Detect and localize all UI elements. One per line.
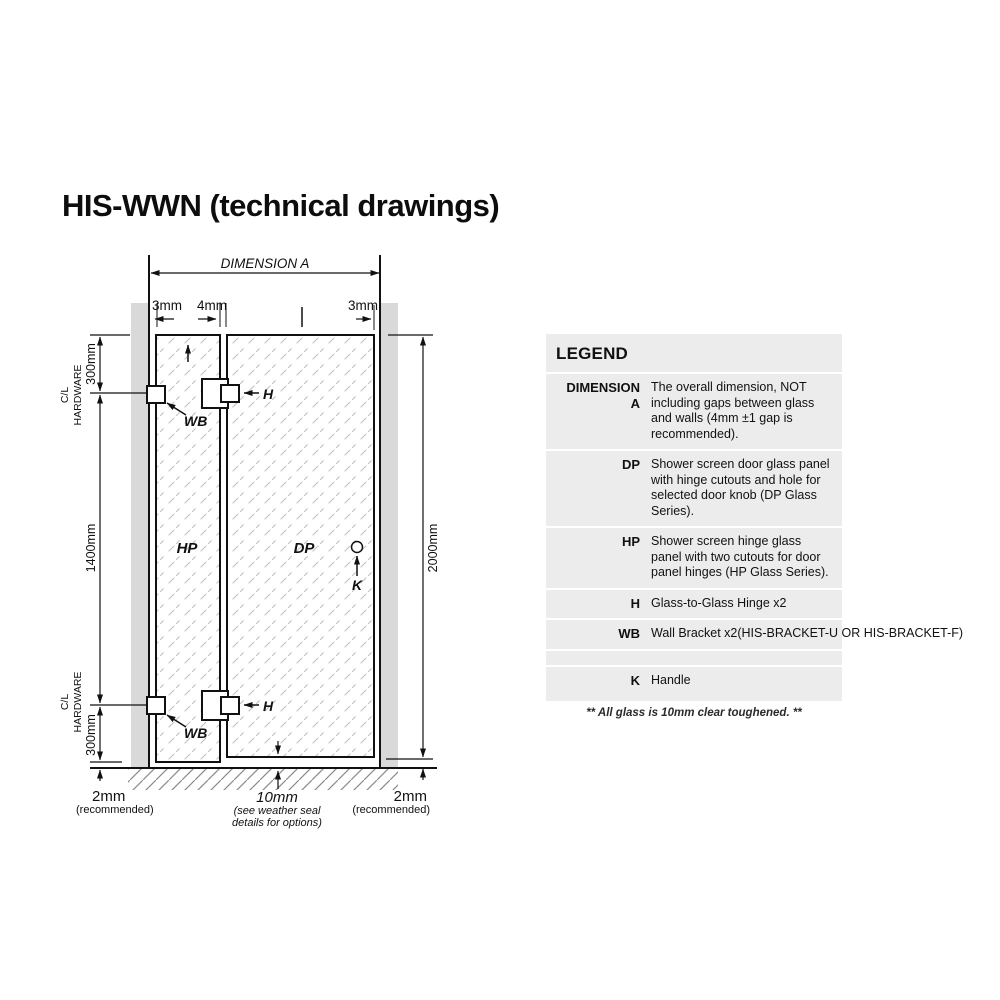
dim-300-bottom-label: 300mm [84, 714, 98, 756]
bottom-mid-mm: 10mm [256, 789, 298, 806]
cl-hardware-bottom-line2: HARDWARE [72, 671, 84, 733]
dim-300-top-label: 300mm [84, 343, 98, 385]
left-wall [131, 255, 149, 767]
legend-key: DP [621, 457, 640, 472]
legend-key: WB [618, 626, 640, 641]
cl-hardware-top-line1: C/L [59, 386, 71, 404]
legend-row-dp [546, 449, 842, 526]
floor [90, 768, 437, 790]
legend-key: K [630, 672, 640, 688]
legend-row-hp [546, 526, 842, 588]
legend-text: Shower screen door glass panel with hinge cutouts and hole for selected door knob (DP Glass Series). [651, 457, 830, 518]
wb-label-top: WB [184, 413, 208, 429]
technical-drawing [40, 240, 510, 860]
legend-row-dimension-a [546, 372, 842, 449]
door-knob [352, 542, 363, 553]
top-wall-bracket [147, 386, 165, 403]
bottom-mid-note1: (see weather seal [233, 805, 321, 817]
legend-key: H [630, 595, 640, 611]
legend-text: The overall dimension, NOT including gaps between glass and walls (4mm ±1 gap is recommended). [651, 380, 815, 441]
legend-text: Glass-to-Glass Hinge x2 [651, 595, 787, 610]
legend-row-h [546, 588, 842, 619]
gap-left-label: 3mm [152, 298, 182, 313]
legend-title: LEGEND [556, 344, 629, 363]
dp-panel-label: DP [293, 540, 315, 557]
bottom-mid-note2: details for options) [232, 817, 322, 829]
h-label-bottom: H [263, 698, 274, 714]
gap-right-label: 3mm [348, 298, 378, 313]
hp-panel-label: HP [176, 540, 198, 557]
dimension-a-label: DIMENSION A [220, 256, 310, 271]
legend-key: HP [621, 534, 640, 549]
legend-panel [546, 334, 964, 701]
k-label: K [351, 577, 363, 593]
bottom-left-mm: 2mm [92, 788, 126, 805]
bottom-left-note: (recommended) [76, 804, 154, 816]
bottom-wall-bracket [147, 697, 165, 714]
legend-key: DIMENSION A [566, 380, 640, 411]
bottom-right-mm: 2mm [393, 788, 427, 805]
legend-text: Wall Bracket x2(HIS-BRACKET-U OR HIS-BRACKET-F) [651, 626, 964, 640]
legend-row-k [546, 665, 842, 702]
dim-2000-label: 2000mm [426, 523, 440, 573]
legend-row-wb [546, 618, 964, 649]
page-title: HIS-WWN (technical drawings) [62, 188, 500, 223]
bottom-right-note: (recommended) [352, 804, 430, 816]
wb-label-bottom: WB [184, 725, 208, 741]
cl-hardware-bottom-line1: C/L [59, 693, 71, 711]
legend-text: Shower screen hinge glass panel with two cutouts for door panel hinges (HP Glass Series). [651, 534, 829, 579]
h-label-top: H [263, 386, 274, 402]
legend-text: Handle [651, 672, 691, 687]
right-wall [380, 255, 398, 767]
cl-hardware-top-line2: HARDWARE [72, 364, 84, 426]
gap-mid-label: 4mm [197, 298, 227, 313]
legend-row-spacer [546, 649, 842, 665]
gap-dimensions [155, 303, 374, 330]
legend-footnote: ** All glass is 10mm clear toughened. ** [586, 707, 802, 719]
dim-1400-label: 1400mm [84, 523, 98, 573]
